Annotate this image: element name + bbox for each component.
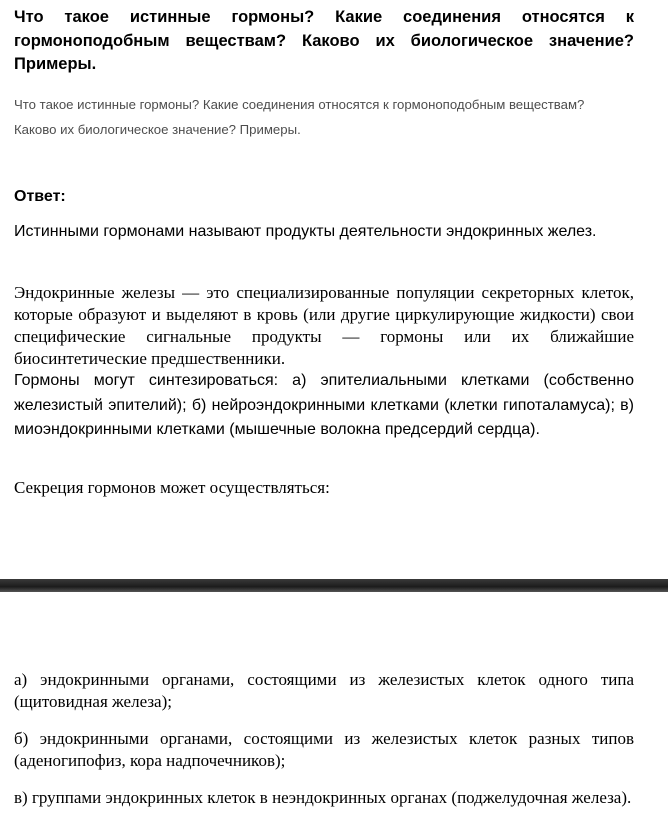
question-subtitle: Что такое истинные гормоны? Какие соединения относятся к гормоноподобным веществам? Каково их биологическое значение? Примеры. [14, 97, 585, 137]
list-item: в) группами эндокринных клеток в неэндокринных органах (поджелудочная железа). [14, 788, 632, 807]
page-divider [0, 579, 668, 592]
question-title: Что такое истинные гормоны? Какие соединения относятся к гормоноподобным веществам? Каково их биологическое значение? Примеры. [14, 8, 634, 73]
answer-paragraph-endocrine-glands: Эндокринные железы — это специализированные популяции секреторных клеток, которые образуют и выделяют в кровь (или другие циркулирующие жидкости) свои специфические сигнальные продукты — гормоны или их ближайшие биосинтетические предшественники. [14, 283, 634, 368]
answer-paragraph-hormone-synthesis: Гормоны могут синтезироваться: а) эпителиальными клетками (собственно железистый эпителий); б) нейроэндокринными клетками (клетки гипоталамуса); в) миоэндокринными клетками (мышечные волокна предсердий сердца). [14, 372, 634, 438]
list-item: а) эндокринными органами, состоящими из железистых клеток одного типа (щитовидная железа); [14, 670, 634, 711]
answer-paragraph-secretion-intro: Секреция гормонов может осуществляться: [14, 478, 330, 497]
list-item: б) эндокринными органами, состоящими из железистых клеток разных типов (аденогипофиз, кора надпочечников); [14, 729, 634, 770]
answer-label: Ответ: [14, 188, 66, 205]
answer-paragraph-true-hormones: Истинными гормонами называют продукты деятельности эндокринных желез. [14, 223, 597, 240]
